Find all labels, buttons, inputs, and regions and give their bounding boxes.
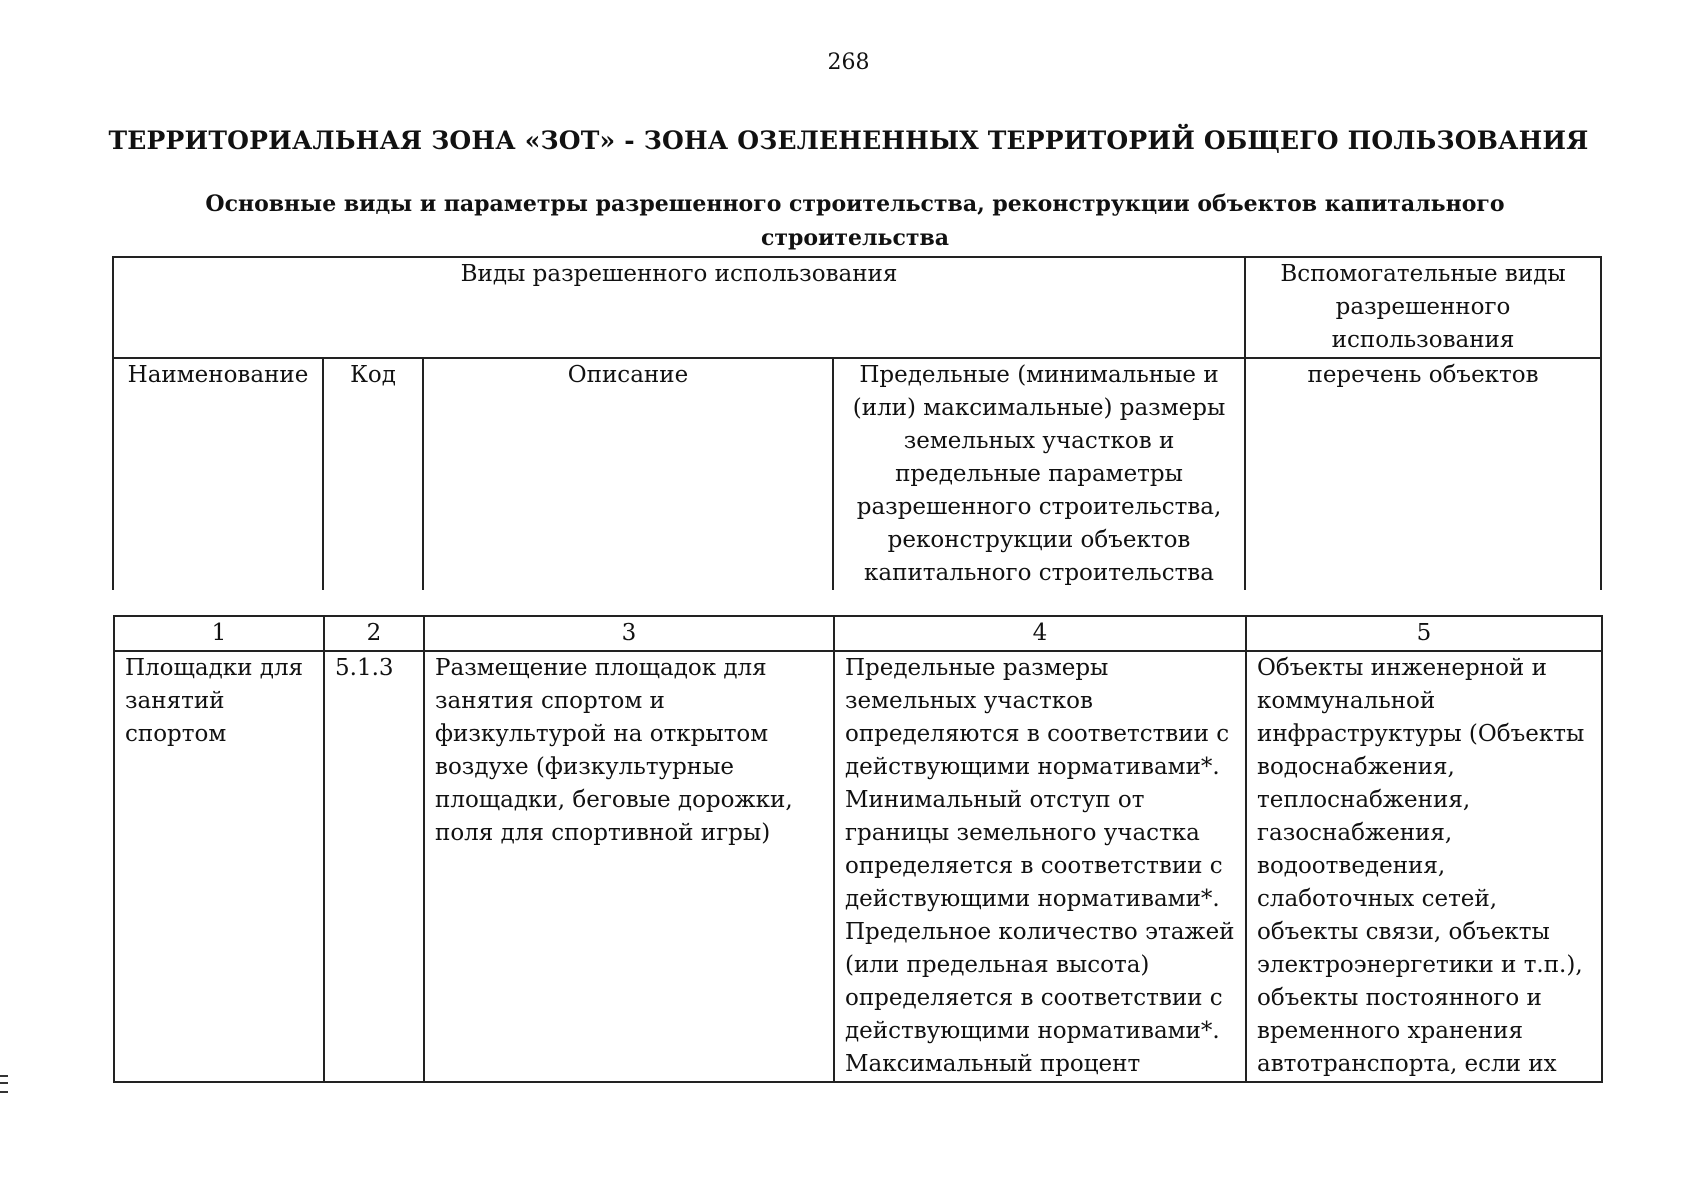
header-col-description: Описание	[423, 358, 833, 590]
page-number: 268	[827, 50, 870, 75]
column-number: 1	[114, 616, 324, 651]
header-col-aux-objects: перечень объектов	[1245, 358, 1601, 590]
cell-limits: Предельные размеры земельных участков определяются в соответствии с действующими нормативами*. Минимальный отступ от границы земельного участка определяется в соответствии с действующими нормативами*. Предельное количество этажей (или предельная высота) определяется в соответствии с действующими нормативами*. Максимальный процент	[834, 651, 1246, 1082]
header-col-name: Наименование	[113, 358, 323, 590]
column-number-row	[114, 616, 1602, 651]
column-number: 5	[1246, 616, 1602, 651]
data-table	[113, 615, 1603, 1083]
margin-mark	[0, 1075, 8, 1093]
column-number: 3	[424, 616, 834, 651]
table-row	[114, 651, 1602, 1082]
header-table	[112, 256, 1602, 590]
cell-code: 5.1.3	[324, 651, 424, 1082]
header-aux-group: Вспомогательные виды разрешенного использования	[1245, 257, 1601, 358]
section-title: Основные виды и параметры разрешенного строительства, реконструкции объектов капитального строительства	[205, 191, 1505, 251]
cell-aux-objects: Объекты инженерной и коммунальной инфраструктуры (Объекты водоснабжения, теплоснабжения, газоснабжения, водоотведения, слаботочных сетей, объекты связи, объекты электроэнергетики и т.п.), объекты постоянного и временного хранения автотранспорта, если их	[1246, 651, 1602, 1082]
cell-description: Размещение площадок для занятия спортом и физкультурой на открытом воздухе (физкультурные площадки, беговые дорожки, поля для спортивной игры)	[424, 651, 834, 1082]
header-main-group: Виды разрешенного использования	[113, 257, 1245, 358]
zone-title: ТЕРРИТОРИАЛЬНАЯ ЗОНА «ЗОТ» - ЗОНА ОЗЕЛЕНЕННЫХ ТЕРРИТОРИЙ ОБЩЕГО ПОЛЬЗОВАНИЯ	[108, 126, 1589, 155]
cell-name: Площадки для занятий спортом	[114, 651, 324, 1082]
column-number: 2	[324, 616, 424, 651]
header-col-limits: Предельные (минимальные и (или) максимальные) размеры земельных участков и предельные параметры разрешенного строительства, реконструкции объектов капитального строительства	[833, 358, 1245, 590]
header-group-row	[113, 257, 1601, 358]
header-col-code: Код	[323, 358, 423, 590]
header-columns-row	[113, 358, 1601, 590]
column-number: 4	[834, 616, 1246, 651]
